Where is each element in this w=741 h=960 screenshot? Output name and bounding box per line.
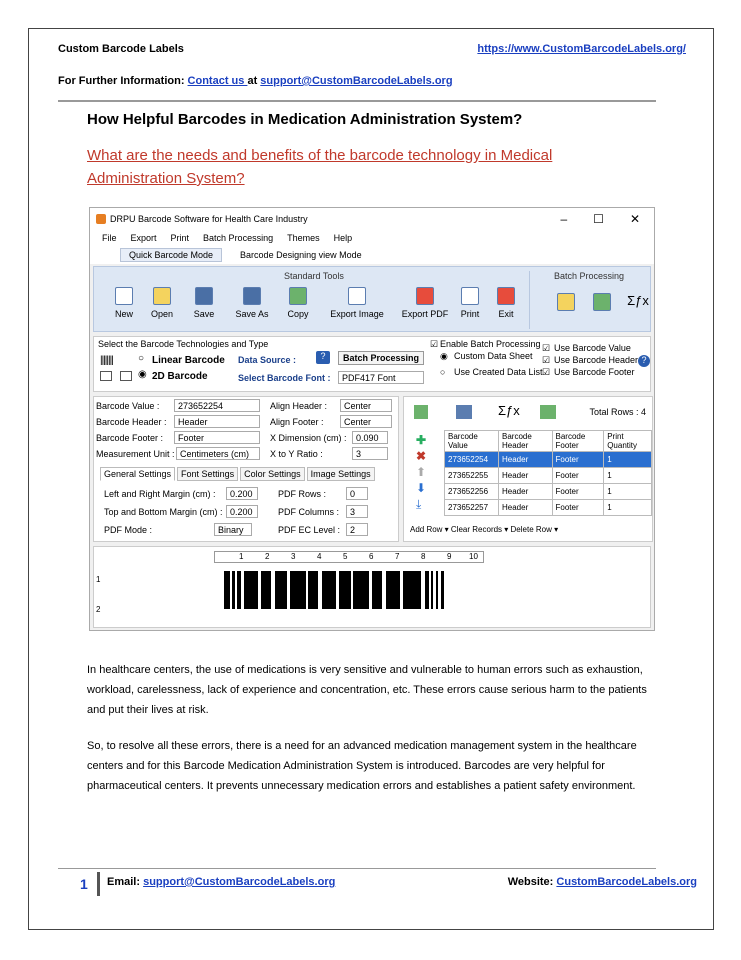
horizontal-ruler: [214, 551, 484, 563]
batch-help-icon[interactable]: ?: [638, 355, 650, 367]
footer-email: [107, 876, 335, 888]
select-font-label: Select Barcode Font :: [238, 373, 331, 383]
x-dimension-input[interactable]: 0.090: [352, 431, 388, 444]
col-barcode-header[interactable]: Barcode Header: [499, 431, 553, 452]
print-label: Print: [460, 309, 480, 319]
info-prefix: For Further Information:: [58, 75, 188, 87]
barcode-value-input[interactable]: 273652254: [174, 399, 260, 412]
excel-icon[interactable]: [414, 405, 428, 419]
header-rule: [58, 100, 656, 102]
footer-website-link[interactable]: CustomBarcodeLabels.org: [556, 876, 697, 888]
grid-actions[interactable]: Add Row ▾ Clear Records ▾ Delete Row ▾: [410, 525, 559, 534]
2d-barcode-label: 2D Barcode: [152, 371, 208, 382]
pdf-columns-label: PDF Columns :: [278, 507, 340, 517]
app-logo-icon: [96, 214, 106, 224]
table-cell[interactable]: 273652254: [445, 452, 499, 468]
ruler-number: 5: [343, 552, 348, 561]
ruler-number: 3: [291, 552, 296, 561]
pdf417-barcode-image: [224, 571, 484, 609]
custom-data-radio[interactable]: ◉: [440, 351, 448, 361]
page-title: How Helpful Barcodes in Medication Administration System?: [87, 111, 523, 128]
lr-margin-label: Left and Right Margin (cm) :: [104, 489, 216, 499]
pdf-mode-label: PDF Mode :: [104, 525, 153, 535]
add-row-icon[interactable]: ✚: [416, 433, 427, 447]
export-image-button[interactable]: [322, 287, 392, 319]
export-pdf-label: Export PDF: [401, 309, 449, 319]
export-image-icon: [348, 287, 366, 305]
table-cell[interactable]: Header: [499, 468, 553, 484]
menu-bar: [90, 230, 654, 246]
tab-font-settings[interactable]: Font Settings: [177, 467, 238, 481]
tab-color-settings[interactable]: Color Settings: [240, 467, 305, 481]
exit-icon: [497, 287, 515, 305]
table-cell[interactable]: Header: [499, 484, 553, 500]
delete-row-icon[interactable]: ✖: [416, 449, 427, 463]
barcode-data-table: [444, 430, 652, 516]
use-header-checkbox[interactable]: ☑: [542, 355, 551, 365]
help-icon[interactable]: ?: [316, 351, 330, 364]
created-data-radio[interactable]: ○: [440, 367, 446, 377]
save-as-label: Save As: [235, 309, 269, 319]
font-select[interactable]: PDF417 Font: [338, 371, 424, 384]
tab-designing-view-mode[interactable]: Barcode Designing view Mode: [240, 250, 362, 260]
copy-button[interactable]: [274, 287, 322, 319]
pdf-columns-input[interactable]: 3: [346, 505, 368, 518]
page-number: 1: [80, 876, 88, 892]
pdf-rows-input[interactable]: 0: [346, 487, 368, 500]
save-icon: [195, 287, 213, 305]
pdf-ec-level-label: PDF EC Level :: [278, 525, 341, 535]
barcode-technology-panel: [93, 336, 651, 392]
settings-tabs: [100, 467, 375, 481]
exit-label: Exit: [498, 309, 514, 319]
table-cell[interactable]: 1: [604, 484, 652, 500]
paragraph-2: So, to resolve all these errors, there is a need for an advanced medication management system in the healthcare centers and for this Barcode Medication Administration System is introduced. Barcodes are very helpful for pharmaceutical centers. It prevents unnecessary medication errors and establishes a patient safety environment.: [87, 740, 637, 792]
move-bottom-icon[interactable]: ⤓: [416, 497, 422, 511]
exit-button[interactable]: [482, 287, 530, 319]
use-barcode-header-label: Use Barcode Header: [554, 355, 639, 365]
qr-code-icon: [100, 371, 112, 381]
footer-email-label: Email:: [107, 876, 144, 888]
grid-toolbar: [406, 401, 652, 423]
open-button[interactable]: [138, 287, 186, 319]
barcode-settings-form: [93, 396, 399, 542]
menu-export[interactable]: Export: [130, 233, 157, 243]
menu-help[interactable]: Help: [333, 233, 353, 243]
contact-us-link[interactable]: Contact us: [187, 75, 248, 87]
x-dimension-label: X Dimension (cm) :: [270, 433, 347, 443]
ruler-number: 1: [239, 552, 244, 561]
table-cell[interactable]: Footer: [552, 500, 604, 516]
close-button[interactable]: ✕: [629, 212, 640, 226]
menu-file[interactable]: File: [102, 233, 117, 243]
barcode-footer-label: Barcode Footer :: [96, 433, 164, 443]
ruler-number: 7: [395, 552, 400, 561]
header-url-link[interactable]: https://www.CustomBarcodeLabels.org/: [477, 43, 686, 55]
move-up-icon[interactable]: ⬆: [416, 465, 427, 479]
table-row[interactable]: [445, 484, 652, 500]
ruler-number: 9: [447, 552, 452, 561]
app-window-title: DRPU Barcode Software for Health Care Industry: [110, 214, 308, 224]
grid-formula-button[interactable]: Σƒx: [498, 403, 520, 418]
batch-processing-label: Batch Processing: [554, 271, 625, 281]
app-screenshot: [89, 207, 655, 631]
align-header-label: Align Header :: [270, 401, 328, 411]
menu-themes[interactable]: Themes: [287, 233, 320, 243]
vertical-ruler-number: 2: [96, 605, 101, 614]
tab-quick-barcode-mode[interactable]: Quick Barcode Mode: [120, 248, 222, 262]
measurement-unit-select[interactable]: Centimeters (cm): [176, 447, 260, 460]
info-at: at: [247, 75, 261, 87]
barcode-header-input[interactable]: Header: [174, 415, 260, 428]
table-row[interactable]: [445, 468, 652, 484]
ruler-number: 6: [369, 552, 374, 561]
use-barcode-footer-label: Use Barcode Footer: [554, 367, 635, 377]
custom-data-sheet-label: Custom Data Sheet: [454, 351, 533, 361]
measurement-unit-label: Measurement Unit :: [96, 449, 175, 459]
open-label: Open: [150, 309, 174, 319]
footer-email-link[interactable]: support@CustomBarcodeLabels.org: [143, 876, 336, 888]
tb-margin-input[interactable]: 0.200: [226, 505, 258, 518]
ruler-number: 4: [317, 552, 322, 561]
export-image-label: Export Image: [330, 309, 384, 319]
lr-margin-input[interactable]: 0.200: [226, 487, 258, 500]
page-subtitle-link[interactable]: What are the needs and benefits of the barcode technology in Medical Administration System?: [87, 147, 553, 187]
linear-barcode-label: Linear Barcode: [152, 355, 225, 366]
save-button[interactable]: [180, 287, 228, 319]
barcode-value-label: Barcode Value :: [96, 401, 160, 411]
new-icon: [115, 287, 133, 305]
save-as-button[interactable]: [228, 287, 276, 319]
table-row[interactable]: [445, 452, 652, 468]
footer-rule: [58, 868, 656, 869]
pdf-mode-select[interactable]: Binary: [214, 523, 252, 536]
table-cell[interactable]: 273652256: [445, 484, 499, 500]
barcode-preview-canvas: [93, 546, 651, 628]
table-header-row: [445, 431, 652, 452]
info-line: [58, 75, 453, 87]
datamatrix-icon: [120, 371, 132, 381]
x-to-y-label: X to Y Ratio :: [270, 449, 323, 459]
x-to-y-input[interactable]: 3: [352, 447, 388, 460]
save-label: Save: [193, 309, 215, 319]
align-header-select[interactable]: Center: [340, 399, 392, 412]
ruler-number: 2: [265, 552, 270, 561]
company-name: Custom Barcode Labels: [58, 43, 184, 55]
toolbar-ribbon: [93, 266, 651, 332]
tab-general-settings[interactable]: General Settings: [100, 467, 175, 481]
mode-tabs: [90, 246, 654, 264]
print-icon: [461, 287, 479, 305]
table-cell[interactable]: Footer: [552, 484, 604, 500]
use-barcode-value-label: Use Barcode Value: [554, 343, 631, 353]
export-pdf-icon: [416, 287, 434, 305]
save-as-icon: [243, 287, 261, 305]
vertical-ruler-number: 1: [96, 575, 101, 584]
linear-radio[interactable]: ○: [138, 353, 145, 364]
tech-label: Select the Barcode Technologies and Type: [98, 339, 269, 349]
standard-tools-label: Standard Tools: [284, 271, 344, 281]
import-list-icon[interactable]: [456, 405, 472, 419]
paragraph-1: In healthcare centers, the use of medications is very sensitive and vulnerable to human errors such as exhaustion, workload, carelessness, lack of experience and concentration, etc. These errors cause serious harm to the patients and put their lives at risk.: [87, 664, 647, 716]
barcode-footer-input[interactable]: Footer: [174, 431, 260, 444]
table-cell[interactable]: 273652257: [445, 500, 499, 516]
app-titlebar: [90, 208, 654, 230]
barcode-header-label: Barcode Header :: [96, 417, 167, 427]
use-value-checkbox[interactable]: ☑: [542, 343, 551, 353]
table-cell[interactable]: 273652255: [445, 468, 499, 484]
align-footer-label: Align Footer :: [270, 417, 324, 427]
open-icon: [153, 287, 171, 305]
edit-icon: [557, 293, 575, 311]
import-icon: [593, 293, 611, 311]
pdf-rows-label: PDF Rows :: [278, 489, 327, 499]
page-number-bar: [97, 872, 100, 896]
table-cell[interactable]: Footer: [552, 468, 604, 484]
copy-label: Copy: [287, 309, 309, 319]
footer-website-label: Website:: [507, 876, 557, 888]
new-label: New: [114, 309, 133, 319]
footer-website: [508, 876, 697, 888]
linear-barcode-icon: ||||||||: [100, 355, 113, 366]
ruler-number: 10: [469, 552, 478, 561]
use-created-data-list-label: Use Created Data List: [454, 367, 543, 377]
col-barcode-footer[interactable]: Barcode Footer: [552, 431, 604, 452]
pdf-ec-level-input[interactable]: 2: [346, 523, 368, 536]
copy-icon: [289, 287, 307, 305]
col-print-quantity[interactable]: Print Quantity: [604, 431, 652, 452]
table-cell[interactable]: Header: [499, 452, 553, 468]
2d-radio[interactable]: ◉: [138, 369, 147, 380]
formula-button[interactable]: Σƒx: [627, 293, 649, 308]
minimize-button[interactable]: –: [560, 212, 568, 226]
enable-batch-checkbox[interactable]: ☑: [430, 339, 439, 349]
maximize-button[interactable]: ☐: [593, 212, 604, 226]
batch-processing-button[interactable]: Batch Processing: [338, 351, 424, 365]
ribbon-separator: [529, 271, 530, 329]
use-footer-checkbox[interactable]: ☑: [542, 367, 551, 377]
enable-batch-label: Enable Batch Processing: [440, 339, 541, 349]
tab-image-settings[interactable]: Image Settings: [307, 467, 375, 481]
table-cell[interactable]: 1: [604, 500, 652, 516]
menu-print[interactable]: Print: [170, 233, 190, 243]
col-barcode-value[interactable]: Barcode Value: [445, 431, 499, 452]
tb-margin-label: Top and Bottom Margin (cm) :: [104, 507, 223, 517]
table-cell[interactable]: Header: [499, 500, 553, 516]
data-source-label: Data Source :: [238, 355, 297, 365]
table-row[interactable]: [445, 500, 652, 516]
total-rows: Total Rows : 4: [589, 407, 646, 417]
export-list-icon[interactable]: [540, 405, 556, 419]
table-cell[interactable]: 1: [604, 468, 652, 484]
align-footer-select[interactable]: Center: [340, 415, 392, 428]
table-cell[interactable]: 1: [604, 452, 652, 468]
data-grid-panel: [403, 396, 653, 542]
support-email-link[interactable]: support@CustomBarcodeLabels.org: [260, 75, 453, 87]
ruler-number: 8: [421, 552, 426, 561]
move-down-icon[interactable]: ⬇: [416, 481, 427, 495]
menu-batch-processing[interactable]: Batch Processing: [203, 233, 274, 243]
table-cell[interactable]: Footer: [552, 452, 604, 468]
